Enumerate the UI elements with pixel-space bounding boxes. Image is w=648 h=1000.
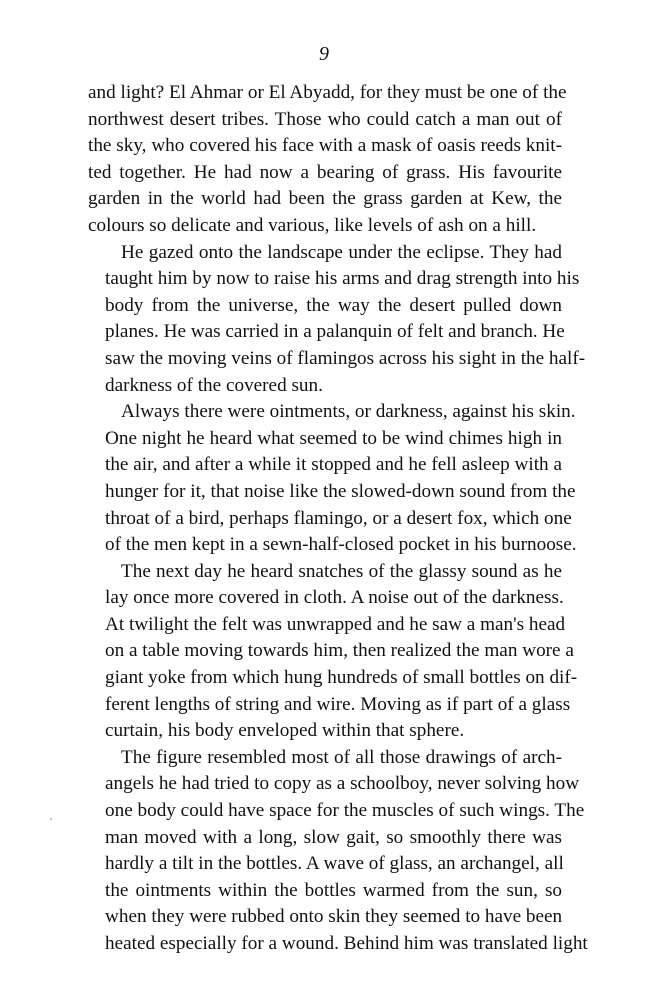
- page-number: 9: [319, 43, 329, 65]
- text-line: the air, and after a while it stopped and he fell asleep with a: [105, 454, 562, 476]
- text-line: throat of a bird, perhaps flamingo, or a desert fox, which one: [105, 507, 572, 529]
- text-line: the ointments within the bottles warmed from the sun, so: [105, 879, 562, 901]
- text-line: curtain, his body enveloped within that sphere.: [105, 720, 465, 742]
- paragraph-5: [88, 745, 588, 958]
- text-line: At twilight the felt was unwrapped and he saw a man's head: [105, 613, 566, 635]
- text-line: He gazed onto the landscape under the eclipse. They had: [121, 241, 562, 263]
- paragraph-4: [88, 559, 578, 745]
- text-line: The next day he heard snatches of the glassy sound as he: [121, 560, 562, 582]
- text-line: and light? El Ahmar or El Abyadd, for they must be one of the: [88, 82, 567, 103]
- text-line: taught him by now to raise his arms and drag strength into his: [105, 268, 580, 290]
- text-line: The figure resembled most of all those drawings of arch-: [121, 746, 562, 768]
- margin-speck: [50, 818, 52, 820]
- text-line: man moved with a long, slow gait, so smoothly there was: [105, 826, 562, 848]
- text-line: the sky, who covered his face with a mask of oasis reeds knit-: [88, 135, 562, 157]
- text-line: planes. He was carried in a palanquin of felt and branch. He: [105, 321, 565, 343]
- text-line: when they were rubbed onto skin they seemed to have been: [105, 906, 563, 928]
- text-line: colours so delicate and various, like levels of ash on a hill.: [88, 214, 537, 236]
- body-text: [88, 80, 588, 958]
- text-line: body from the universe, the way the desert pulled down: [105, 294, 562, 316]
- text-line: lay once more covered in cloth. A noise out of the darkness.: [105, 587, 564, 609]
- text-line: ferent lengths of string and wire. Moving as if part of a glass: [105, 693, 571, 715]
- text-line: on a table moving towards him, then realized the man wore a: [105, 640, 574, 662]
- text-line: darkness of the covered sun.: [105, 374, 323, 396]
- paragraph-1: [88, 80, 567, 240]
- text-line: garden in the world had been the grass garden at Kew, the: [88, 188, 562, 210]
- text-line: giant yoke from which hung hundreds of small bottles on dif-: [105, 667, 578, 689]
- text-line: ted together. He had now a bearing of grass. His favourite: [88, 161, 562, 183]
- text-line: hardly a tilt in the bottles. A wave of glass, an archangel, all: [105, 853, 564, 875]
- text-line: one body could have space for the muscles of such wings. The: [105, 800, 585, 822]
- paragraph-2: [88, 240, 586, 400]
- text-line: saw the moving veins of flamingos across his sight in the half-: [105, 347, 586, 369]
- text-line: One night he heard what seemed to be wind chimes high in: [105, 427, 562, 449]
- text-line: angels he had tried to copy as a schoolboy, never solving how: [105, 773, 580, 795]
- text-line: northwest desert tribes. Those who could catch a man out of: [88, 108, 562, 130]
- text-line: Always there were ointments, or darkness, against his skin.: [121, 401, 576, 423]
- text-line: hunger for it, that noise like the slowed-down sound from the: [105, 480, 576, 502]
- text-line: of the men kept in a sewn-half-closed pocket in his burnoose.: [105, 534, 577, 556]
- text-line: heated especially for a wound. Behind him was translated light: [105, 933, 588, 954]
- paragraph-3: [88, 399, 577, 559]
